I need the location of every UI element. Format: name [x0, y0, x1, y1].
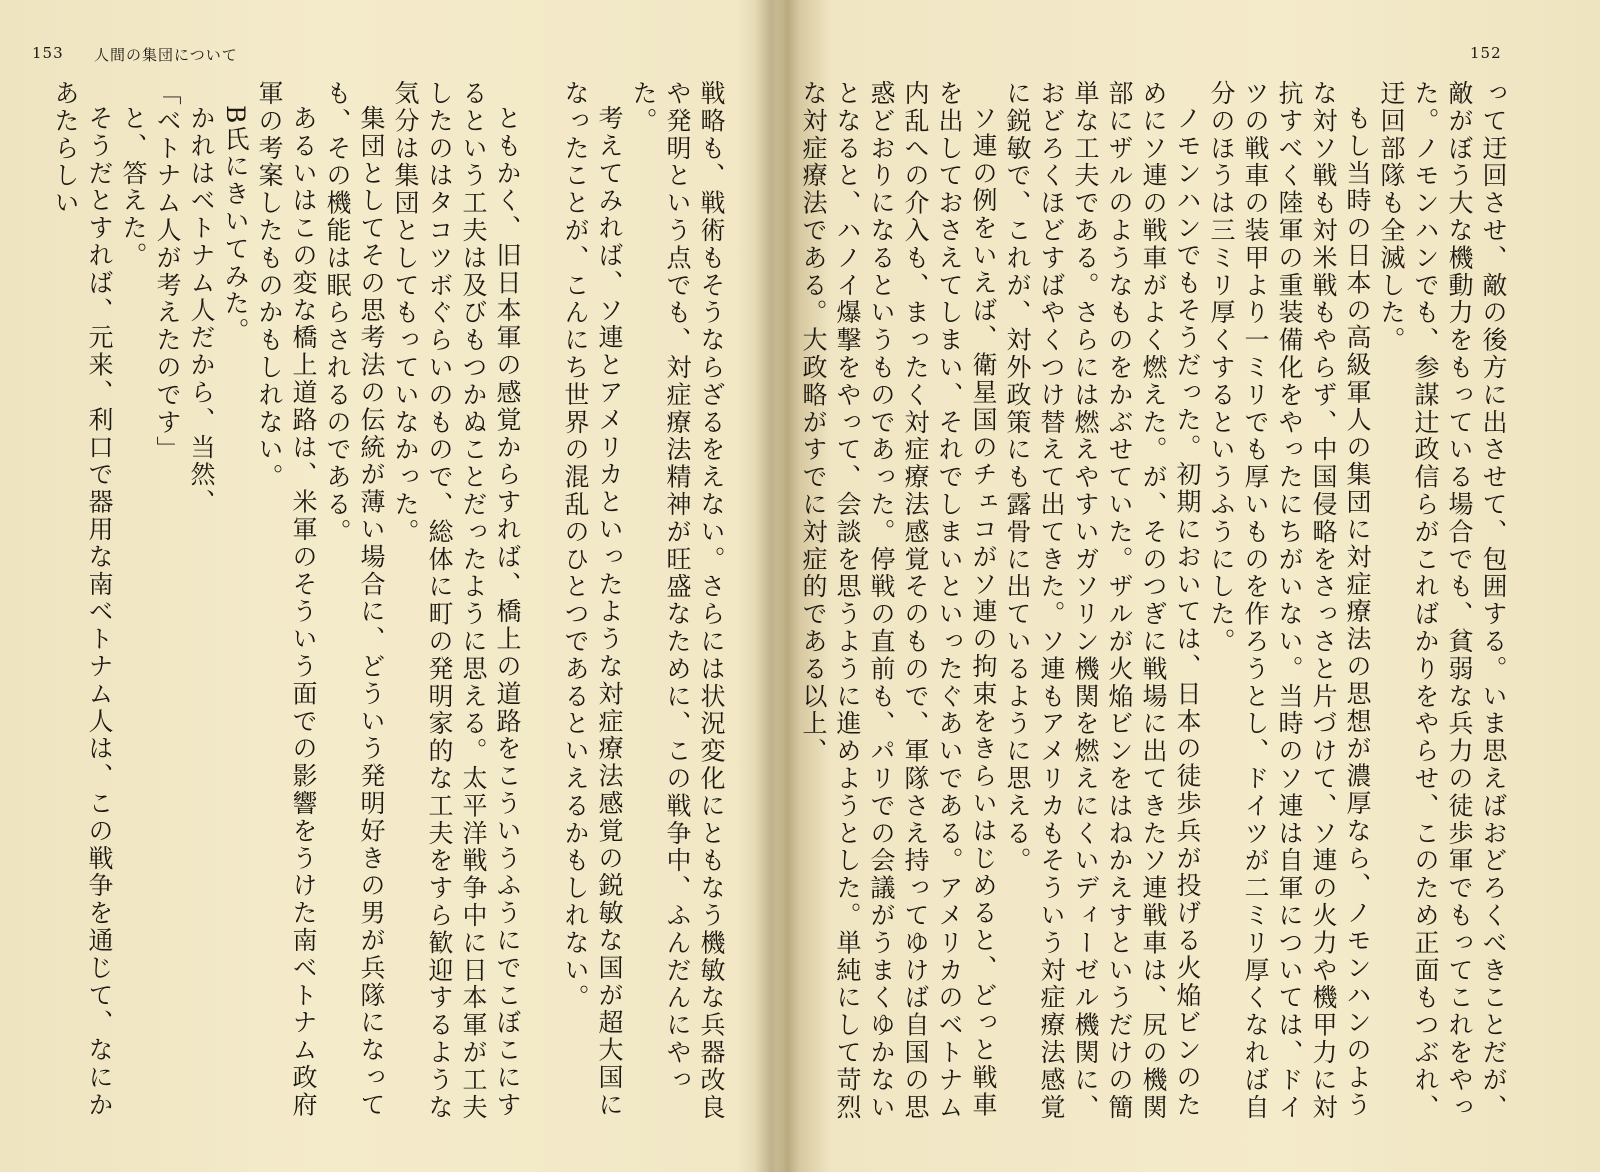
paragraph-break	[524, 80, 558, 1140]
right-body-text	[799, 80, 1510, 1140]
paragraph: って迂回させ、敵の後方に出させて、包囲する。いま思えばおどろくべきことだが、敵がぼう大な機動力をもっている場合でも、貧弱な兵力の徒歩軍でもってこれをやった。ノモンハンでも、参謀辻政信らがこればかりをやらせ、このため正面もつぶれ、迂回部隊も全滅した。	[1377, 80, 1508, 1122]
paragraph: かれはベトナム人だから、当然、	[187, 105, 216, 516]
paragraph: 集団としてその思考法の伝統が薄い場合に、どういう発明好きの男が兵隊になっても、その機能は眠らされるのである。	[323, 80, 386, 1119]
paragraph: 考えてみれば、ソ連とアメリカといったような対症療法感覚の鋭敏な国が超大国になったことが、こんにち世界の混乱のひとつであるといえるかもしれない。	[561, 80, 624, 1119]
paragraph: B氏にきいてみた。	[221, 105, 250, 345]
paragraph: ともかく、旧日本軍の感覚からすれば、橋上の道路をこういうふうにでこぼこにするという工夫は及びもつかぬことだったように思える。太平洋戦争中に日本軍が工夫したのはタコツボぐらいのもので、総体に町の発明家的な工夫をすら歓迎するような気分は集団としてもっていなかった。	[391, 80, 522, 1122]
quoted-line: 「ベトナム人が考えたのです」	[153, 80, 182, 464]
left-page	[0, 0, 780, 1172]
paragraph: ソ連の例をいえば、衛星国のチェコがソ連の拘束をきらいはじめると、どっと戦車を出しておさえてしまい、それでしまいといったぐあいである。アメリカのベトナム内乱への介入も、まったく対症療法感覚そのもので、軍隊さえ持ってゆけば自国の思惑どおりになるというものであった。停戦の直前も、パリでの会議がうまくゆかないとなると、ハノイ爆撃をやって、会談を思うように進めようとした。単純にして苛烈な対症療法である。大政略がすでに対症的である以上、	[799, 80, 998, 1122]
left-body-text	[51, 80, 728, 1140]
paragraph: ノモンハンでもそうだった。初期においては、日本の徒歩兵が投げる火焔ビンのためにソ連の戦車がよく燃えた。が、そのつぎに戦場に出てきたソ連戦車は、尻の機関部にザルのようなものをかぶせていた。ザルが火焔ビンをはねかえすというだけの簡単な工夫である。さらには燃えやすいガソリン機関を燃えにくいディーゼル機関に、おどろくほどすばやくつけ替えて出てきた。ソ連もアメリカもそういう対症療法感覚に鋭敏で、これが、対外政策にも露骨に出ているように思える。	[1003, 80, 1202, 1122]
running-title: 人間の集団について	[94, 46, 238, 64]
right-page	[780, 0, 1600, 1172]
paragraph: そうだとすれば、元来、利口で器用な南ベトナム人は、この戦争を通じて、なにかあたらしい	[51, 80, 114, 1119]
paragraph: 戦略も、戦術もそうならざるをえない。さらには状況変化にともなう機敏な兵器改良や発明という点でも、対症療法精神が旺盛なために、この戦争中、ふんだんにやった。	[629, 80, 726, 1122]
paragraph: あるいはこの変な橋上道路は、米軍のそういう面での影響をうけた南ベトナム政府軍の考案したものかもしれない。	[255, 80, 318, 1119]
paragraph: もし当時の日本の高級軍人の集団に対症療法の思想が濃厚なら、ノモンハンのような対ソ戦も対米戦もやらず、中国侵略をさっさと片づけて、ソ連の火力や機甲力に対抗すべく陸軍の重装備化をやったにちがいない。当時のソ連は自軍については、ドイツの戦車の装甲より一ミリでも厚いものを作ろうとし、ドイツが二ミリ厚くなれば自分のほうは三ミリ厚くするというふうにした。	[1207, 80, 1372, 1122]
page-number-right: 152	[1470, 44, 1502, 62]
page-number-left: 153	[32, 44, 64, 62]
paragraph: と、答えた。	[119, 105, 148, 270]
